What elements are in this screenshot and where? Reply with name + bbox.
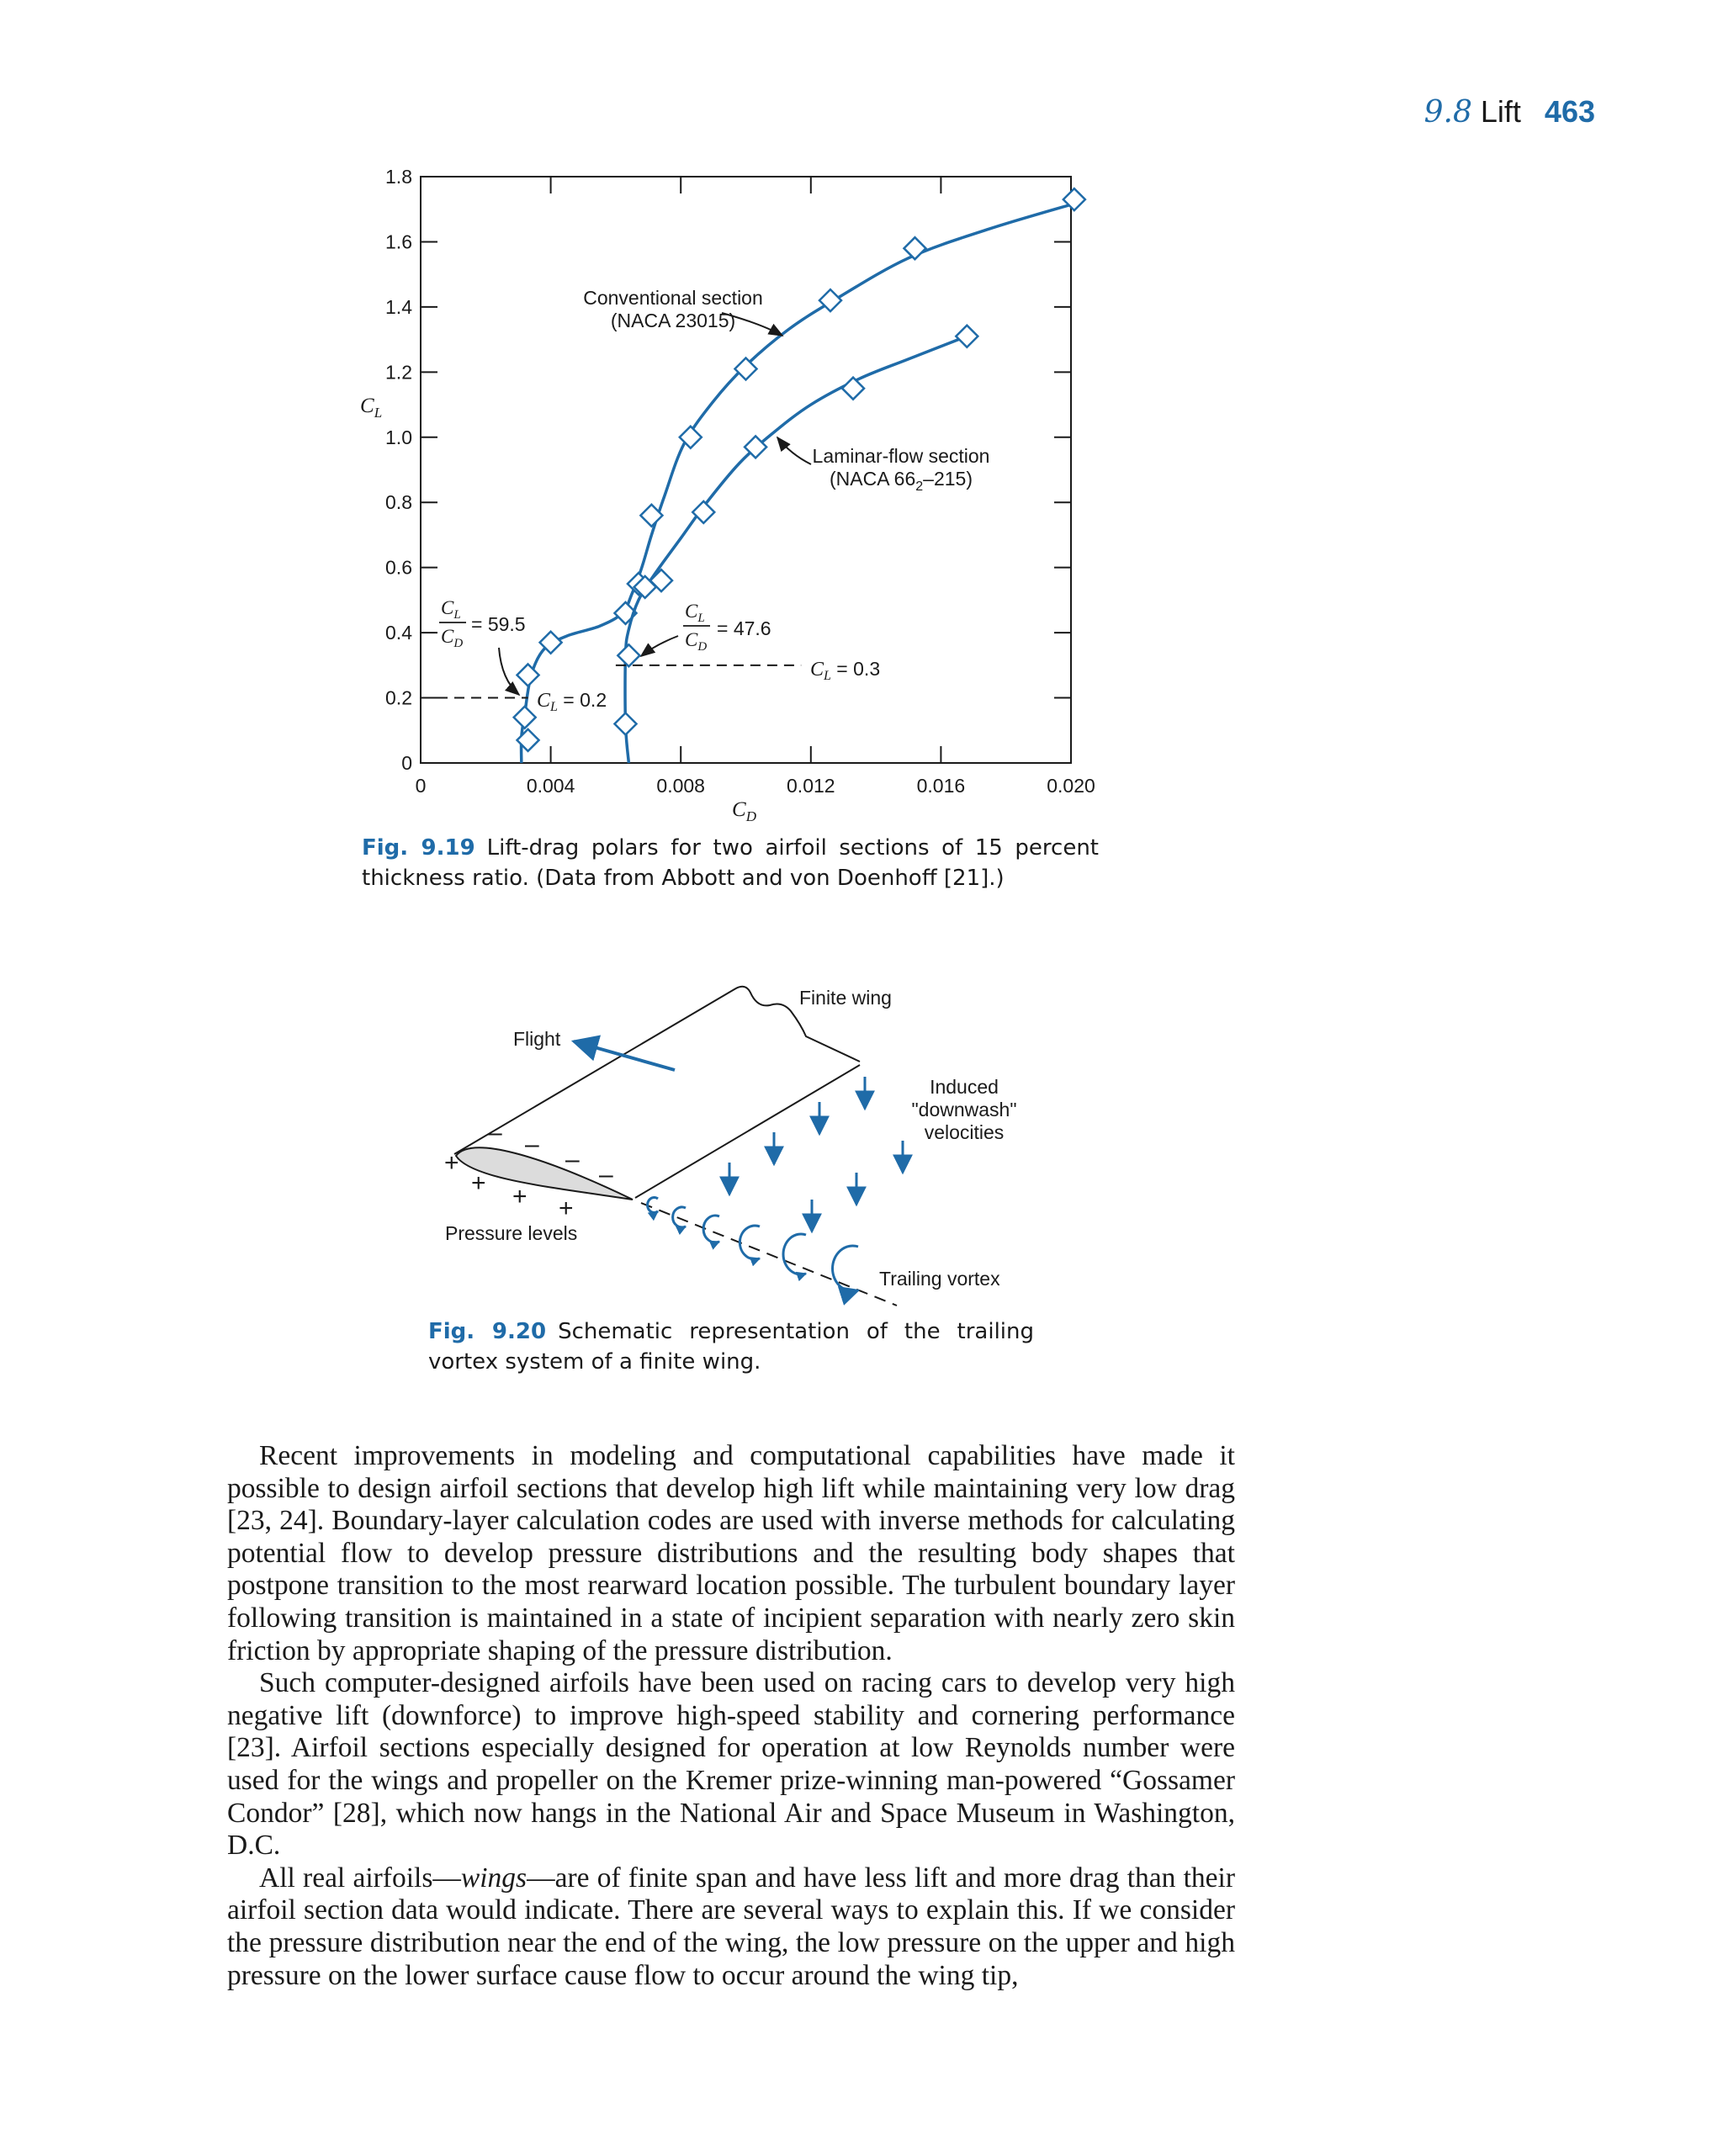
figure-9-19-text: Lift-drag polars for two airfoil sections of 15 percent thickness ratio. (Data from Abbott and von Doenhoff [21].) (362, 835, 1099, 891)
data-point-marker (614, 713, 636, 735)
section-title: Lift (1480, 94, 1521, 129)
finite-wing-schematic (0, 959, 1127, 1312)
y-tick-label: 0 (401, 752, 412, 774)
minus-sign: – (525, 1131, 539, 1158)
x-tick-label: 0 (415, 775, 427, 797)
induced-label-1: Induced (930, 1076, 999, 1098)
y-tick-label: 1.8 (385, 166, 412, 188)
induced-label-2: "downwash" (911, 1099, 1017, 1120)
paragraph: Recent improvements in modeling and computational capabilities have made it possible to design airfoil sections that develop high lift while maintaining very low drag [23, 24]. Boundary-layer calculation codes are used with inverse methods for calculating potential flow to develop pressure distributions and the resulting body shapes that postpone transition to the most rearward location possible. The turbulent boundary layer following transition is maintained in a state of incipient separation with nearly zero skin friction by appropriate shaping of the pressure distribution. (227, 1440, 1235, 1666)
figure-9-20-label: Fig. 9.20 (428, 1319, 547, 1344)
minus-sign: – (599, 1161, 613, 1189)
ratio-47-pointer (641, 636, 678, 656)
laminar-section-label-2: (NACA $66_2-215$) (830, 468, 973, 494)
downwash-arrows (729, 1077, 903, 1232)
y-tick-label: 0.8 (385, 491, 412, 514)
data-point-marker (735, 358, 757, 379)
y-tick-label: 0.6 (385, 556, 412, 579)
conventional-section-label-2: (NACA 23015) (610, 310, 736, 331)
figure-9-20-caption (428, 1316, 1034, 1377)
running-header (1424, 94, 1595, 130)
pressure-levels-label: Pressure levels (445, 1222, 578, 1244)
fraction-denominator: $C_D$ (685, 629, 708, 654)
plus-sign: + (444, 1149, 459, 1177)
data-point-marker (956, 326, 978, 347)
plus-sign: + (559, 1195, 574, 1222)
ratio-47-fraction (683, 601, 710, 654)
laminar-section-label: Laminar-flow section (812, 445, 990, 467)
page-number: 463 (1544, 94, 1595, 129)
figure-9-19-label: Fig. 9.19 (362, 835, 475, 861)
ratio-59-pointer (499, 648, 519, 695)
fraction-numerator: $C_L$ (685, 601, 705, 625)
ratio-59-value: = 59.5 (471, 613, 526, 635)
paragraph: Such computer-designed airfoils have been used on racing cars to develop very high negative lift (downforce) to improve high-speed stability and cornering performance [23]. Airfoil sections especially designed for operation at low Reynolds number were used for the wings and propeller on the Kremer prize-winning man-powered “Gossamer Condor” [28], which now hangs in the National Air and Space Museum in Washington, D.C. (227, 1667, 1235, 1862)
plus-sign: + (512, 1183, 528, 1210)
minus-sign: – (565, 1146, 580, 1173)
data-point-marker (514, 707, 536, 728)
body-text (227, 1440, 1235, 1992)
data-point-marker (618, 644, 639, 666)
chart-axes (360, 166, 1095, 824)
y-tick-label: 0.2 (385, 686, 412, 709)
section-number: 9.8 (1423, 95, 1472, 130)
data-point-marker (692, 501, 714, 523)
ratio-47-value: = 47.6 (717, 617, 771, 639)
series-line-2 (625, 336, 967, 763)
paragraph: All real airfoils—wings—are of finite span and have less lift and more drag than their airfoil section data would indicate. There are several ways to explain this. If we consider the pressure distribution near the end of the wing, the low pressure on the upper and high pressure on the lower surface cause flow to occur around the wing tip, (227, 1862, 1235, 1991)
induced-label-3: velocities (924, 1121, 1005, 1143)
trailing-vortex-label: Trailing vortex (879, 1268, 1000, 1290)
flight-arrow (574, 1041, 675, 1070)
data-point-marker (517, 664, 539, 686)
vortex-centerline (641, 1203, 897, 1306)
data-point-marker (842, 378, 864, 400)
cl-02-label: $C_L = 0.2$ (537, 689, 607, 714)
x-axis-label: $C_D$ (732, 798, 756, 824)
x-tick-label: 0.016 (916, 775, 966, 797)
minus-sign: – (488, 1119, 502, 1147)
x-tick-label: 0.008 (656, 775, 705, 797)
x-tick-label: 0.020 (1047, 775, 1095, 797)
laminar-pointer (777, 437, 811, 464)
y-tick-label: 1.0 (385, 426, 412, 448)
chart-series (514, 188, 1085, 763)
fraction-numerator: $C_L$ (441, 597, 461, 622)
x-tick-label: 0.012 (787, 775, 835, 797)
figure-9-20-text: Schematic representation of the trailing vortex system of a finite wing. (428, 1319, 1034, 1375)
flight-label: Flight (513, 1028, 561, 1050)
y-tick-label: 0.4 (385, 622, 412, 644)
finite-wing-label: Finite wing (799, 987, 892, 1009)
y-tick-label: 1.2 (385, 361, 412, 384)
wing-trailing-edge (635, 1065, 860, 1198)
figure-9-19-caption (362, 833, 1099, 893)
fraction-denominator: $C_D$ (441, 626, 464, 650)
y-tick-label: 1.6 (385, 230, 412, 253)
y-tick-label: 1.4 (385, 295, 412, 318)
plus-sign: + (471, 1169, 486, 1197)
ratio-59-fraction (439, 597, 466, 650)
y-axis-label: $C_L$ (360, 395, 383, 421)
x-tick-label: 0.004 (526, 775, 575, 797)
wing-leading-edge (454, 987, 860, 1154)
data-point-marker (904, 237, 925, 259)
conventional-section-label: Conventional section (583, 287, 763, 309)
chart-annotations (421, 287, 989, 714)
cl-03-label: $C_L = 0.3$ (810, 658, 881, 683)
